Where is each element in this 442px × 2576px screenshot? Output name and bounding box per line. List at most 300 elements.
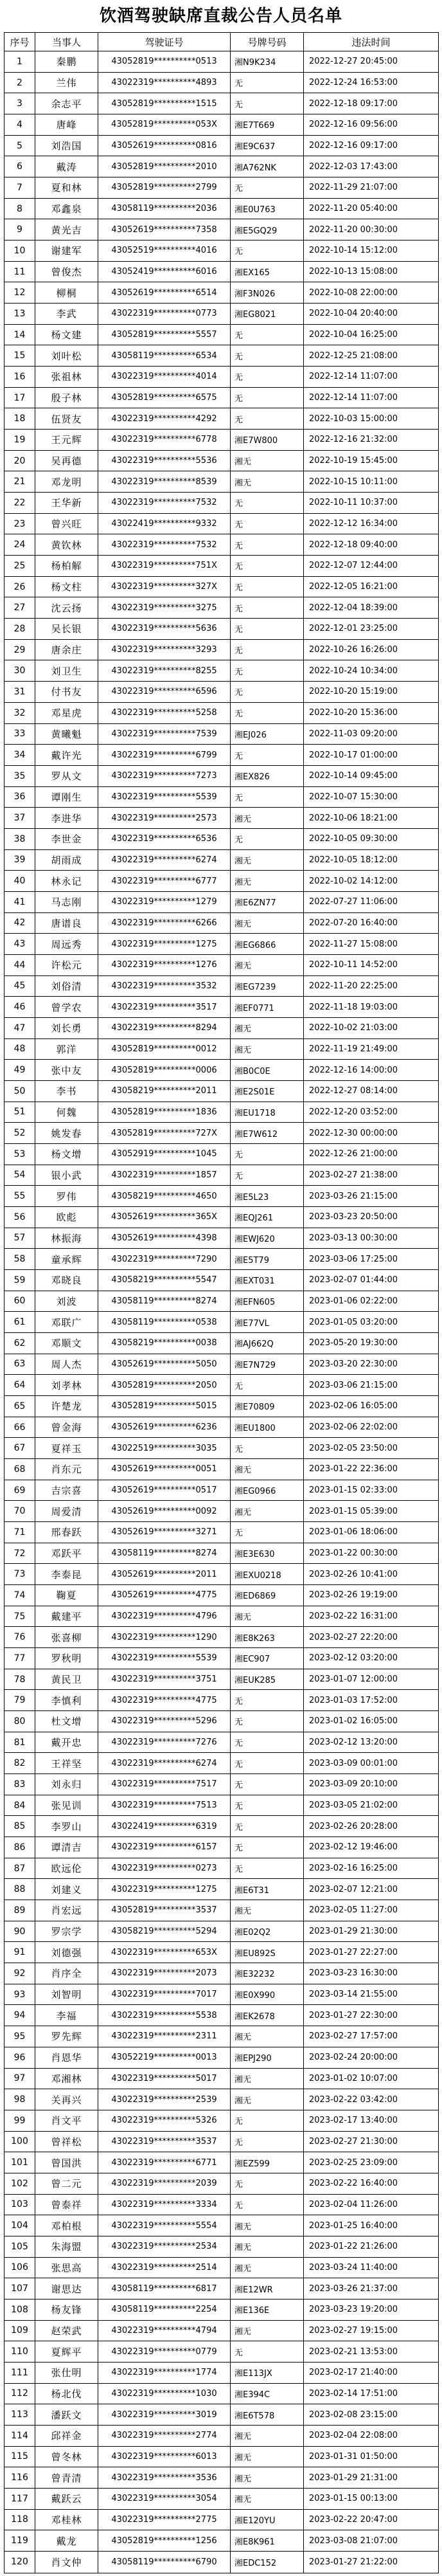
- cell-name: 王祥坚: [35, 1753, 98, 1774]
- cell-name: 邓鑫泉: [35, 198, 98, 219]
- cell-time: 2023-01-15 00:13:00: [304, 2488, 439, 2509]
- cell-time: 2023-02-12 13:20:00: [304, 1732, 439, 1753]
- cell-time: 2023-03-06 21:15:00: [304, 1375, 439, 1396]
- cell-plate: 湘B0C0E: [231, 1060, 304, 1081]
- cell-index: 104: [4, 2215, 35, 2236]
- cell-plate: 湘E5L23: [231, 1186, 304, 1207]
- table-row: [4, 1123, 439, 1144]
- cell-time: 2023-02-27 17:57:00: [304, 2026, 439, 2047]
- table-row: [4, 367, 439, 388]
- table-row: [4, 997, 439, 1018]
- table-row: [4, 1942, 439, 1963]
- cell-name: 曾青清: [35, 2467, 98, 2489]
- cell-index: 69: [4, 1480, 35, 1501]
- cell-name: 关再兴: [35, 2089, 98, 2110]
- table-row: [4, 1102, 439, 1123]
- table-row: [4, 1522, 439, 1543]
- cell-name: 夏和林: [35, 177, 98, 199]
- cell-time: 2023-02-17 13:40:00: [304, 2110, 439, 2131]
- cell-plate: 湘无: [231, 2425, 304, 2446]
- cell-plate: 无: [231, 1438, 304, 1459]
- cell-time: 2023-02-12 03:20:00: [304, 1648, 439, 1669]
- cell-index: 74: [4, 1585, 35, 1606]
- table-row: [4, 1206, 439, 1228]
- cell-license: 43022319**********1276: [98, 954, 231, 975]
- cell-index: 85: [4, 1816, 35, 1837]
- cell-index: 21: [4, 471, 35, 493]
- cell-plate: 湘EF0771: [231, 997, 304, 1018]
- cell-license: 43052519**********4016: [98, 240, 231, 262]
- cell-license: 43022319**********6266: [98, 912, 231, 934]
- cell-name: 杨柏解: [35, 556, 98, 577]
- table-row: [4, 387, 439, 408]
- cell-time: 2022-12-30 00:00:00: [304, 1123, 439, 1144]
- table-row: [4, 2425, 439, 2446]
- cell-time: 2023-02-17 21:40:00: [304, 2362, 439, 2383]
- cell-name: 李慎利: [35, 1690, 98, 1711]
- cell-name: 姚发春: [35, 1123, 98, 1144]
- cell-name: 郭洋: [35, 1039, 98, 1060]
- cell-plate: 湘EUK285: [231, 1669, 304, 1690]
- cell-plate: 无: [231, 2194, 304, 2215]
- cell-plate: 湘EG0966: [231, 1480, 304, 1501]
- cell-plate: 湘EG7239: [231, 975, 304, 997]
- cell-plate: 湘E12WR: [231, 2278, 304, 2299]
- table-row: [4, 1564, 439, 1585]
- table-row: [4, 1186, 439, 1207]
- cell-name: 肖东元: [35, 1459, 98, 1480]
- col-header-license: 驾驶证号: [98, 33, 231, 51]
- cell-name: 戴开忠: [35, 1732, 98, 1753]
- cell-name: 张喜柳: [35, 1627, 98, 1648]
- cell-name: 殷子林: [35, 387, 98, 408]
- cell-index: 13: [4, 304, 35, 325]
- cell-time: 2023-02-21 13:53:00: [304, 2341, 439, 2363]
- cell-plate: 无: [231, 597, 304, 619]
- cell-plate: 无: [231, 745, 304, 766]
- table-row: [4, 2446, 439, 2467]
- cell-plate: 湘无: [231, 1459, 304, 1480]
- cell-time: 2023-01-07 12:00:00: [304, 1669, 439, 1690]
- cell-index: 3: [4, 93, 35, 114]
- cell-name: 杨文增: [35, 1143, 98, 1165]
- cell-index: 94: [4, 2005, 35, 2026]
- cell-license: 43052819**********053X: [98, 114, 231, 136]
- cell-license: 43022319**********2573: [98, 808, 231, 829]
- cell-license: 43052819**********5557: [98, 324, 231, 345]
- cell-plate: 无: [231, 2341, 304, 2363]
- cell-name: 戴许光: [35, 745, 98, 766]
- cell-plate: 无: [231, 72, 304, 93]
- cell-license: 43058219**********4650: [98, 1186, 231, 1207]
- table-row: [4, 2467, 439, 2489]
- cell-index: 108: [4, 2299, 35, 2320]
- cell-plate: 湘E2S01E: [231, 1080, 304, 1102]
- cell-license: 43022319**********6013: [98, 2446, 231, 2467]
- cell-time: 2023-02-04 11:26:00: [304, 2194, 439, 2215]
- cell-plate: 湘A762NK: [231, 156, 304, 177]
- cell-time: 2022-10-04 16:25:00: [304, 324, 439, 345]
- table-row: [4, 1879, 439, 1900]
- cell-license: 43022319**********7513: [98, 1795, 231, 1816]
- cell-license: 43022319**********6596: [98, 682, 231, 703]
- cell-name: 杨文建: [35, 324, 98, 345]
- cell-license: 43058119**********6817: [98, 2278, 231, 2299]
- cell-index: 11: [4, 261, 35, 282]
- cell-name: 杨文柱: [35, 576, 98, 597]
- cell-index: 81: [4, 1732, 35, 1753]
- cell-index: 118: [4, 2509, 35, 2530]
- cell-name: 罗从文: [35, 765, 98, 786]
- cell-time: 2023-01-29 21:31:00: [304, 2467, 439, 2489]
- cell-license: 43022419**********9332: [98, 513, 231, 534]
- table-row: [4, 2047, 439, 2068]
- cell-time: 2023-02-22 03:42:00: [304, 2089, 439, 2110]
- cell-plate: 湘E70809: [231, 1396, 304, 1417]
- cell-name: 谢思达: [35, 2278, 98, 2299]
- cell-license: 43052619**********6236: [98, 1417, 231, 1438]
- cell-time: 2022-10-14 09:45:00: [304, 765, 439, 786]
- cell-license: 43022319**********5636: [98, 619, 231, 640]
- cell-time: 2022-07-20 16:40:00: [304, 912, 439, 934]
- cell-index: 98: [4, 2089, 35, 2110]
- cell-index: 58: [4, 1249, 35, 1270]
- table-row: [4, 2488, 439, 2509]
- cell-name: 吴再德: [35, 450, 98, 471]
- cell-index: 45: [4, 975, 35, 997]
- cell-name: 唐谱良: [35, 912, 98, 934]
- cell-name: 许楚龙: [35, 1396, 98, 1417]
- cell-time: 2022-10-02 21:03:00: [304, 1017, 439, 1039]
- cell-plate: 湘无: [231, 954, 304, 975]
- cell-plate: 湘EWJ620: [231, 1228, 304, 1249]
- table-row: [4, 1269, 439, 1291]
- cell-license: 43022319**********6274: [98, 1753, 231, 1774]
- cell-index: 89: [4, 1900, 35, 1921]
- cell-name: 柳桐: [35, 282, 98, 304]
- cell-license: 43052819**********1515: [98, 93, 231, 114]
- cell-index: 97: [4, 2068, 35, 2089]
- cell-time: 2023-01-25 16:40:00: [304, 2215, 439, 2236]
- cell-plate: 湘E6T578: [231, 2404, 304, 2426]
- table-row: [4, 2152, 439, 2173]
- cell-index: 33: [4, 723, 35, 745]
- table-row: [4, 1060, 439, 1081]
- cell-license: 43022319**********3275: [98, 597, 231, 619]
- cell-time: 2023-03-26 21:15:00: [304, 1186, 439, 1207]
- cell-plate: 无: [231, 639, 304, 660]
- cell-index: 15: [4, 345, 35, 367]
- cell-license: 43052619**********3271: [98, 1522, 231, 1543]
- cell-license: 43022319**********1275: [98, 934, 231, 955]
- table-row: [4, 198, 439, 219]
- col-header-time: 违法时间: [304, 33, 439, 51]
- cell-plate: 湘无: [231, 2068, 304, 2089]
- cell-name: 刘孝林: [35, 1375, 98, 1396]
- cell-time: 2022-10-13 15:08:00: [304, 261, 439, 282]
- cell-index: 105: [4, 2236, 35, 2257]
- cell-name: 朱海盟: [35, 2236, 98, 2257]
- cell-license: 43052619**********0051: [98, 1459, 231, 1480]
- cell-name: 肖序全: [35, 1963, 98, 1984]
- cell-plate: 无: [231, 1774, 304, 1795]
- cell-plate: 无: [231, 2173, 304, 2194]
- cell-index: 88: [4, 1879, 35, 1900]
- cell-index: 65: [4, 1396, 35, 1417]
- cell-plate: 无: [231, 367, 304, 388]
- table-row: [4, 2257, 439, 2278]
- cell-name: 刘叶松: [35, 345, 98, 367]
- cell-index: 90: [4, 1921, 35, 1942]
- table-row: [4, 1627, 439, 1648]
- cell-time: 2022-10-24 10:34:00: [304, 660, 439, 682]
- cell-license: 43058119**********6790: [98, 2551, 231, 2573]
- cell-name: 邓桂林: [35, 2509, 98, 2530]
- cell-license: 43022319**********3517: [98, 997, 231, 1018]
- table-row: [4, 1480, 439, 1501]
- cell-time: 2023-01-02 16:05:00: [304, 1711, 439, 1732]
- cell-time: 2022-10-19 15:45:00: [304, 450, 439, 471]
- cell-plate: 湘E394C: [231, 2383, 304, 2404]
- cell-license: 43022319**********2539: [98, 2089, 231, 2110]
- cell-plate: 湘E8K961: [231, 2530, 304, 2552]
- table-row: [4, 72, 439, 93]
- cell-name: 秦鹏: [35, 51, 98, 73]
- cell-time: 2023-03-09 20:10:00: [304, 1774, 439, 1795]
- cell-license: 43022319**********4893: [98, 72, 231, 93]
- cell-time: 2023-03-20 22:30:00: [304, 1354, 439, 1375]
- cell-name: 曾泰祥: [35, 2194, 98, 2215]
- table-row: [4, 576, 439, 597]
- cell-index: 8: [4, 198, 35, 219]
- cell-name: 刘长勇: [35, 1017, 98, 1039]
- cell-license: 43022319**********5539: [98, 1648, 231, 1669]
- cell-license: 43022319**********4775: [98, 1690, 231, 1711]
- table-row: [4, 1711, 439, 1732]
- table-row: [4, 912, 439, 934]
- table-row: [4, 2131, 439, 2152]
- cell-name: 许松元: [35, 954, 98, 975]
- cell-plate: 湘无: [231, 1017, 304, 1039]
- cell-name: 罗宗学: [35, 1921, 98, 1942]
- cell-index: 10: [4, 240, 35, 262]
- cell-plate: 湘无: [231, 871, 304, 892]
- cell-index: 78: [4, 1669, 35, 1690]
- cell-license: 43058119**********0538: [98, 1312, 231, 1333]
- table-row: [4, 723, 439, 745]
- cell-plate: 无: [231, 1753, 304, 1774]
- cell-index: 54: [4, 1165, 35, 1186]
- cell-name: 沈云扬: [35, 597, 98, 619]
- cell-name: 李罗山: [35, 1816, 98, 1837]
- cell-license: 43022319**********7290: [98, 1249, 231, 1270]
- cell-time: 2023-02-22 16:40:00: [304, 2173, 439, 2194]
- cell-name: 伍贤友: [35, 408, 98, 430]
- cell-plate: 湘ED6869: [231, 1585, 304, 1606]
- table-row: [4, 2026, 439, 2047]
- cell-index: 119: [4, 2530, 35, 2552]
- cell-time: 2023-01-02 10:07:00: [304, 2068, 439, 2089]
- table-row: [4, 2341, 439, 2363]
- cell-index: 47: [4, 1017, 35, 1039]
- cell-index: 48: [4, 1039, 35, 1060]
- cell-plate: 无: [231, 1522, 304, 1543]
- table-row: [4, 702, 439, 723]
- table-row: [4, 2383, 439, 2404]
- cell-time: 2022-12-26 21:00:00: [304, 1143, 439, 1165]
- table-row: [4, 975, 439, 997]
- cell-index: 113: [4, 2404, 35, 2426]
- cell-plate: 无: [231, 408, 304, 430]
- cell-plate: 湘无: [231, 1039, 304, 1060]
- cell-index: 67: [4, 1438, 35, 1459]
- table-row: [4, 1585, 439, 1606]
- cell-name: 戴跃云: [35, 2488, 98, 2509]
- cell-name: 李武: [35, 304, 98, 325]
- cell-time: 2022-11-03 09:20:00: [304, 723, 439, 745]
- table-row: [4, 1249, 439, 1270]
- table-row: [4, 2110, 439, 2131]
- table-row: [4, 1732, 439, 1753]
- table-row: [4, 345, 439, 367]
- table-row: [4, 2173, 439, 2194]
- cell-index: 83: [4, 1774, 35, 1795]
- cell-time: 2022-12-27 08:14:00: [304, 1080, 439, 1102]
- cell-plate: 无: [231, 660, 304, 682]
- cell-license: 43052819**********2799: [98, 177, 231, 199]
- cell-license: 43022319**********5017: [98, 2068, 231, 2089]
- cell-plate: 湘E5GQ29: [231, 219, 304, 240]
- table-row: [4, 2320, 439, 2341]
- cell-plate: 湘无: [231, 1501, 304, 1522]
- cell-plate: 无: [231, 1816, 304, 1837]
- cell-plate: 无: [231, 324, 304, 345]
- cell-time: 2022-12-24 16:53:00: [304, 72, 439, 93]
- cell-time: 2023-02-07 01:44:00: [304, 1269, 439, 1291]
- table-row: [4, 765, 439, 786]
- cell-license: 43022319**********3537: [98, 2131, 231, 2152]
- cell-license: 43022319**********6157: [98, 1837, 231, 1858]
- cell-license: 43052619**********7358: [98, 219, 231, 240]
- cell-name: 谭清吉: [35, 1837, 98, 1858]
- cell-time: 2023-01-15 05:39:00: [304, 1501, 439, 1522]
- cell-time: 2022-10-26 16:26:00: [304, 639, 439, 660]
- cell-time: 2022-12-18 09:17:00: [304, 93, 439, 114]
- cell-name: 曾兴旺: [35, 513, 98, 534]
- cell-plate: 湘AJ662Q: [231, 1332, 304, 1354]
- cell-license: 43052819**********5015: [98, 1396, 231, 1417]
- cell-index: 2: [4, 72, 35, 93]
- cell-index: 35: [4, 765, 35, 786]
- table-row: [4, 1921, 439, 1942]
- cell-name: 吴长银: [35, 619, 98, 640]
- cell-name: 杜文增: [35, 1711, 98, 1732]
- cell-license: 43022319**********7273: [98, 765, 231, 786]
- cell-index: 77: [4, 1648, 35, 1669]
- cell-index: 110: [4, 2341, 35, 2363]
- cell-license: 43022319**********5258: [98, 702, 231, 723]
- cell-time: 2023-02-06 16:05:00: [304, 1396, 439, 1417]
- cell-index: 61: [4, 1312, 35, 1333]
- table-row: [4, 1459, 439, 1480]
- table-row: [4, 2404, 439, 2426]
- cell-name: 夏辉平: [35, 2341, 98, 2363]
- cell-time: 2023-02-26 10:41:00: [304, 1564, 439, 1585]
- table-row: [4, 1080, 439, 1102]
- cell-time: 2022-10-20 15:36:00: [304, 702, 439, 723]
- cell-plate: 湘EG8021: [231, 304, 304, 325]
- cell-license: 43058119**********6534: [98, 345, 231, 367]
- cell-license: 43022319**********5326: [98, 2110, 231, 2131]
- cell-license: 43022319**********2774: [98, 2425, 231, 2446]
- cell-license: 43022319**********4796: [98, 1606, 231, 1627]
- cell-license: 43022319**********5536: [98, 450, 231, 471]
- table-row: [4, 2068, 439, 2089]
- cell-index: 46: [4, 997, 35, 1018]
- cell-name: 林永记: [35, 871, 98, 892]
- cell-license: 43022319**********6536: [98, 828, 231, 849]
- cell-index: 64: [4, 1375, 35, 1396]
- cell-license: 43058219**********5547: [98, 1269, 231, 1291]
- cell-name: 戴龙: [35, 2530, 98, 2552]
- cell-index: 63: [4, 1354, 35, 1375]
- cell-license: 43022319**********0773: [98, 304, 231, 325]
- cell-index: 4: [4, 114, 35, 136]
- table-row: [4, 1165, 439, 1186]
- cell-time: 2023-02-27 21:38:00: [304, 1165, 439, 1186]
- cell-plate: 湘E32232: [231, 1963, 304, 1984]
- cell-plate: 无: [231, 93, 304, 114]
- cell-plate: 湘EZ599: [231, 2152, 304, 2173]
- cell-time: 2022-12-16 14:00:00: [304, 1060, 439, 1081]
- cell-plate: 无: [231, 345, 304, 367]
- cell-name: 邓湘林: [35, 2068, 98, 2089]
- cell-license: 43022319**********5538: [98, 2005, 231, 2026]
- table-row: [4, 2215, 439, 2236]
- table-row: [4, 828, 439, 849]
- cell-name: 唐余庄: [35, 639, 98, 660]
- cell-license: 43022319**********6778: [98, 430, 231, 451]
- table-row: [4, 93, 439, 114]
- cell-index: 72: [4, 1543, 35, 1564]
- cell-name: 肖恩华: [35, 2047, 98, 2068]
- table-row: [4, 1354, 439, 1375]
- cell-index: 103: [4, 2194, 35, 2215]
- cell-name: 邓龙明: [35, 471, 98, 493]
- cell-plate: 湘无: [231, 2257, 304, 2278]
- cell-index: 80: [4, 1711, 35, 1732]
- cell-index: 18: [4, 408, 35, 430]
- table-row: [4, 1984, 439, 2005]
- cell-license: 43022319**********0779: [98, 2341, 231, 2363]
- cell-index: 102: [4, 2173, 35, 2194]
- cell-index: 39: [4, 849, 35, 871]
- table-row: [4, 786, 439, 808]
- cell-license: 43022319**********1290: [98, 1627, 231, 1648]
- cell-name: 罗秋明: [35, 1648, 98, 1669]
- cell-license: 43052619**********0816: [98, 135, 231, 156]
- table-row: [4, 2551, 439, 2573]
- cell-index: 30: [4, 660, 35, 682]
- cell-time: 2022-12-12 16:34:00: [304, 513, 439, 534]
- cell-time: 2023-01-27 22:27:00: [304, 1942, 439, 1963]
- cell-license: 43052819**********727X: [98, 1123, 231, 1144]
- cell-index: 20: [4, 450, 35, 471]
- table-row: [4, 1017, 439, 1039]
- table-row: [4, 660, 439, 682]
- cell-time: 2022-10-11 10:37:00: [304, 493, 439, 514]
- cell-time: 2022-10-02 14:12:00: [304, 871, 439, 892]
